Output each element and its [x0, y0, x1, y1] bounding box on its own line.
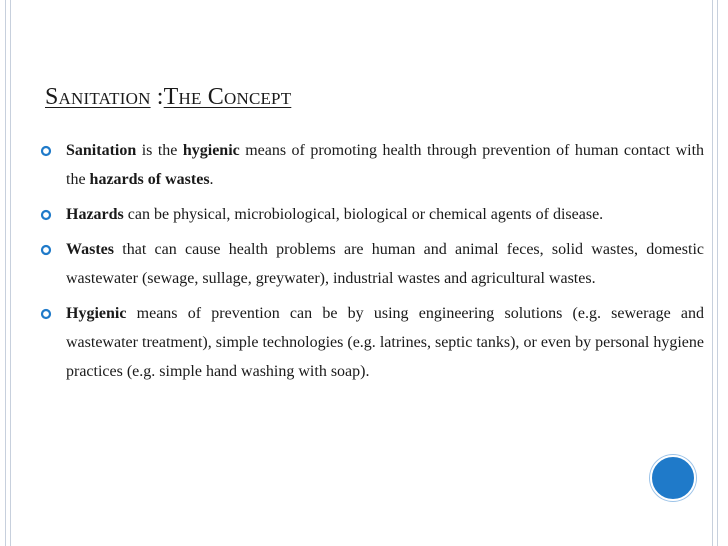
- ring-bullet-icon: [40, 145, 52, 157]
- ring-bullet-icon: [40, 244, 52, 256]
- bullet-bold: hazards of wastes: [89, 171, 210, 188]
- decorative-circle: [650, 455, 696, 501]
- bullet-text: that can cause health problems are human and animal feces, solid wastes, domestic wastewater (sewage, sullage, greywater), industrial wastes and agricultural wastes.: [66, 241, 704, 287]
- bullet-lead: Hygienic: [66, 305, 127, 322]
- bullet-text: is the: [136, 142, 183, 159]
- bullet-list: [40, 136, 704, 392]
- bullet-text: can be physical, microbiological, biological or chemical agents of disease.: [123, 206, 604, 223]
- title-separator: :: [150, 84, 164, 110]
- ring-bullet-icon: [40, 209, 52, 221]
- slide-title: [45, 84, 291, 111]
- bullet-hazards: [40, 200, 704, 229]
- bullet-bold: hygienic: [182, 142, 240, 159]
- bullet-lead: Wastes: [66, 241, 114, 258]
- ring-bullet-icon: [40, 308, 52, 320]
- bullet-text: means of promoting health through prevention of human contact with the: [66, 142, 705, 188]
- bullet-hygienic: [40, 299, 704, 386]
- bullet-lead: Sanitation: [66, 142, 137, 159]
- bullet-text: .: [209, 171, 214, 188]
- title-part-1: Sanitation: [45, 84, 151, 110]
- bullet-text: means of prevention can be by using engineering solutions (e.g. sewerage and wastewater treatment), simple technologies (e.g. latrines, septic tanks), or even by personal hygiene practices (e.g. simple hand washing with soap).: [66, 305, 704, 380]
- bullet-sanitation: [40, 136, 704, 194]
- bullet-lead: Hazards: [66, 206, 124, 223]
- title-part-2: The Concept: [163, 84, 292, 110]
- bullet-wastes: [40, 235, 704, 293]
